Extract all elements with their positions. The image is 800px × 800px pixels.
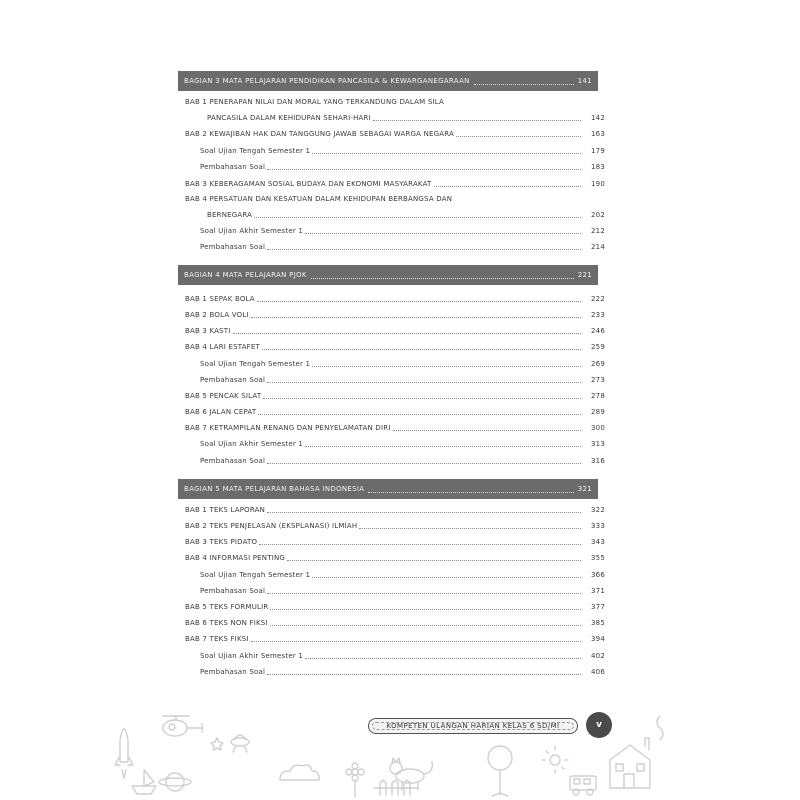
entry-title: Pembahasan Soal	[200, 457, 266, 465]
toc-entry[interactable]	[185, 127, 605, 139]
toc-entry[interactable]	[200, 437, 605, 449]
boat-icon	[132, 770, 156, 794]
sun-icon	[542, 747, 568, 773]
dot-leader	[305, 446, 581, 447]
entry-title: BAB 2 TEKS PENJELASAN (EKSPLANASI) ILMIAH	[185, 522, 358, 530]
entry-title: BAB 2 KEWAJIBAN HAK DAN TANGGUNG JAWAB SEBAGAI WARGA NEGARA	[185, 130, 455, 138]
section-page: 141	[577, 77, 592, 85]
page-number-badge	[586, 712, 612, 738]
rocket-icon	[115, 729, 133, 778]
entry-page: 190	[591, 180, 605, 188]
toc-entry[interactable]	[200, 373, 605, 385]
dot-leader	[456, 136, 581, 137]
entry-page: 163	[591, 130, 605, 138]
dot-leader	[312, 577, 581, 578]
entry-title: Soal Ujian Tengah Semester 1	[200, 147, 311, 155]
dot-leader	[311, 272, 574, 279]
entry-title: BERNEGARA	[207, 211, 253, 219]
toc-entry[interactable]	[185, 389, 605, 401]
dot-leader	[305, 233, 581, 234]
entry-title: BAB 3 KASTI	[185, 327, 231, 335]
entry-page: 385	[591, 619, 605, 627]
entry-title: Soal Ujian Tengah Semester 1	[200, 571, 311, 579]
entry-page: 406	[591, 668, 605, 676]
entry-title: BAB 4 INFORMASI PENTING	[185, 554, 286, 562]
dot-leader	[434, 186, 581, 187]
entry-page: 289	[591, 408, 605, 416]
toc-entry[interactable]	[200, 224, 605, 236]
entry-page: 343	[591, 538, 605, 546]
entry-title: Pembahasan Soal	[200, 243, 266, 251]
entry-title: BAB 1 SEPAK BOLA	[185, 295, 255, 303]
entry-page: 214	[591, 243, 605, 251]
section-page: 221	[577, 271, 592, 279]
dot-leader	[305, 658, 581, 659]
entry-title: BAB 3 TEKS PIDATO	[185, 538, 258, 546]
helicopter-icon	[163, 716, 203, 736]
dot-leader	[267, 463, 581, 464]
toc-entry[interactable]	[185, 519, 605, 531]
section-header[interactable]	[178, 71, 598, 91]
entry-title: Soal Ujian Akhir Semester 1	[200, 227, 304, 235]
entry-title: BAB 5 TEKS FORMULIR	[185, 603, 269, 611]
entry-page: 300	[591, 424, 605, 432]
toc-entry[interactable]	[185, 192, 595, 204]
dot-leader	[254, 217, 581, 218]
dot-leader	[373, 120, 581, 121]
dot-leader	[233, 333, 581, 334]
entry-page: 202	[591, 211, 605, 219]
dot-leader	[251, 641, 581, 642]
toc-entry[interactable]	[185, 616, 605, 628]
dot-leader	[359, 528, 581, 529]
entry-title: Pembahasan Soal	[200, 376, 266, 384]
entry-page: 394	[591, 635, 605, 643]
entry-page: 355	[591, 554, 605, 562]
doodle-decoration	[100, 700, 700, 800]
entry-title: Soal Ujian Akhir Semester 1	[200, 440, 304, 448]
toc-entry[interactable]	[185, 535, 605, 547]
dot-leader	[262, 349, 581, 350]
entry-page: 366	[591, 571, 605, 579]
toc-entry[interactable]	[185, 308, 605, 320]
entry-title: BAB 4 PERSATUAN DAN KESATUAN DALAM KEHIDUPAN BERBANGSA DAN	[185, 195, 453, 203]
toc-entry[interactable]	[200, 454, 605, 466]
dot-leader	[258, 414, 581, 415]
house-icon	[610, 738, 650, 788]
dot-leader	[257, 301, 581, 302]
toc-entry[interactable]	[185, 503, 605, 515]
dot-leader	[267, 382, 581, 383]
train-icon	[570, 776, 596, 795]
toc-entry[interactable]	[200, 160, 605, 172]
toc-entry[interactable]	[185, 551, 605, 563]
entry-page: 269	[591, 360, 605, 368]
tree-icon	[488, 746, 512, 796]
entry-title: BAB 1 TEKS LAPORAN	[185, 506, 266, 514]
entry-title: BAB 2 BOLA VOLI	[185, 311, 249, 319]
dot-leader	[270, 625, 581, 626]
entry-page: 371	[591, 587, 605, 595]
entry-title: Soal Ujian Akhir Semester 1	[200, 652, 304, 660]
dot-leader	[251, 317, 581, 318]
cat-icon	[390, 758, 432, 790]
entry-title: BAB 5 PENCAK SILAT	[185, 392, 262, 400]
toc-entry[interactable]	[200, 649, 605, 661]
entry-page: 322	[591, 506, 605, 514]
dot-leader	[270, 609, 581, 610]
toc-entry[interactable]	[200, 665, 605, 677]
ufo-icon	[231, 735, 249, 752]
dot-leader	[259, 544, 581, 545]
entry-title: BAB 1 PENERAPAN NILAI DAN MORAL YANG TERKANDUNG DALAM SILA	[185, 98, 444, 106]
dot-leader	[267, 593, 581, 594]
section-header[interactable]	[178, 265, 598, 285]
toc-entry[interactable]	[185, 405, 605, 417]
toc-entry[interactable]	[207, 208, 605, 220]
dot-leader	[474, 78, 574, 85]
entry-page: 183	[591, 163, 605, 171]
toc-entry[interactable]	[185, 340, 605, 352]
dot-leader	[267, 169, 581, 170]
toc-entry[interactable]	[185, 632, 605, 644]
entry-page: 246	[591, 327, 605, 335]
footer-book-title	[368, 718, 578, 734]
entry-title: BAB 6 TEKS NON FIKSI	[185, 619, 268, 627]
toc-entry[interactable]	[185, 324, 605, 336]
entry-title: BAB 7 TEKS FIKSI	[185, 635, 249, 643]
toc-entry[interactable]	[185, 95, 595, 107]
entry-title: BAB 3 KEBERAGAMAN SOSIAL BUDAYA DAN EKONOMI MASYARAKAT	[185, 180, 432, 188]
entry-title: PANCASILA DALAM KEHIDUPAN SEHARI-HARI	[207, 114, 371, 122]
entry-page: 233	[591, 311, 605, 319]
entry-page: 402	[591, 652, 605, 660]
entry-title: BAB 4 LARI ESTAFET	[185, 343, 261, 351]
footer-title-text: KOMPETEN ULANGAN HARIAN KELAS 6 SD/MI	[386, 722, 560, 730]
dot-leader	[263, 398, 581, 399]
entry-title: BAB 6 JALAN CEPAT	[185, 408, 257, 416]
entry-page: 316	[591, 457, 605, 465]
dot-leader	[393, 430, 581, 431]
entry-page: 313	[591, 440, 605, 448]
chimney-smoke-icon	[657, 716, 663, 740]
planet-icon	[159, 773, 191, 791]
toc-entry[interactable]	[200, 568, 605, 580]
section-page: 321	[577, 485, 592, 493]
cloud-icon	[280, 765, 319, 780]
toc-entry[interactable]	[207, 111, 605, 123]
dot-leader	[267, 512, 581, 513]
dot-leader	[267, 249, 581, 250]
entry-title: Pembahasan Soal	[200, 587, 266, 595]
dot-leader	[368, 486, 573, 493]
section-title: BAGIAN 3 MATA PELAJARAN PENDIDIKAN PANCASILA & KEWARGANEGARAAN	[184, 77, 470, 85]
dot-leader	[287, 560, 581, 561]
entry-page: 259	[591, 343, 605, 351]
toc-entry[interactable]	[185, 177, 605, 189]
fence-icon	[374, 780, 418, 795]
toc-section-4	[178, 265, 598, 285]
toc-entry[interactable]	[200, 240, 605, 252]
toc-section-5	[178, 479, 598, 499]
entry-page: 333	[591, 522, 605, 530]
entry-title: Soal Ujian Tengah Semester 1	[200, 360, 311, 368]
entry-page: 179	[591, 147, 605, 155]
star-icon	[211, 738, 223, 750]
entry-page: 377	[591, 603, 605, 611]
dot-leader	[312, 153, 581, 154]
entry-title: BAB 7 KETRAMPILAN RENANG DAN PENYELAMATAN DIRI	[185, 424, 391, 432]
toc-entry[interactable]	[200, 584, 605, 596]
toc-entry[interactable]	[185, 421, 605, 433]
page-numeral: v	[596, 720, 602, 730]
section-title: BAGIAN 4 MATA PELAJARAN PJOK	[184, 271, 307, 279]
entry-page: 142	[591, 114, 605, 122]
section-title: BAGIAN 5 MATA PELAJARAN BAHASA INDONESIA	[184, 485, 365, 493]
flower-icon	[346, 763, 364, 797]
entry-page: 212	[591, 227, 605, 235]
toc-entry[interactable]	[185, 600, 605, 612]
toc-section-3	[178, 71, 598, 91]
dot-leader	[267, 674, 581, 675]
toc-entry[interactable]	[185, 292, 605, 304]
entry-title: Pembahasan Soal	[200, 163, 266, 171]
entry-title: Pembahasan Soal	[200, 668, 266, 676]
toc-entry[interactable]	[200, 144, 605, 156]
section-header[interactable]	[178, 479, 598, 499]
toc-entry[interactable]	[200, 357, 605, 369]
entry-page: 273	[591, 376, 605, 384]
dot-leader	[312, 366, 581, 367]
entry-page: 278	[591, 392, 605, 400]
entry-page: 222	[591, 295, 605, 303]
